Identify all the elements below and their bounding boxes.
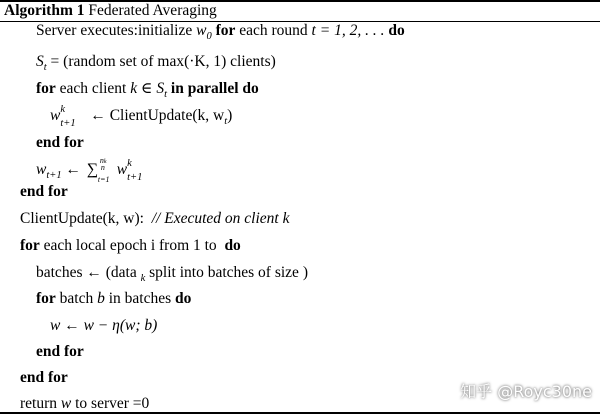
st-subscript: t: [164, 89, 168, 100]
algorithm-title: Federated Averaging: [88, 2, 217, 19]
line-end-for-inner: [36, 133, 84, 153]
line-for-each-client: [36, 79, 259, 105]
each-round-text: each round: [239, 22, 308, 39]
end-for-keyword: end for: [20, 369, 68, 386]
k-superscript: k: [60, 104, 66, 115]
end-for-keyword: end for: [36, 134, 84, 151]
line-client-update-def: [20, 209, 289, 229]
watermark: 知乎 @Royc30ne: [460, 382, 592, 401]
client-update-signature: ClientUpdate(k, w):: [20, 210, 144, 227]
sum-lower: t=1: [97, 175, 110, 184]
line-gradient-step: [50, 316, 157, 336]
each-client-text: each client: [59, 80, 127, 97]
algorithm-label: Algorithm 1: [4, 2, 85, 19]
return-keyword: return: [20, 395, 58, 412]
line-return: [20, 394, 149, 414]
sigma-glyph: ∑: [86, 161, 99, 178]
algorithm-caption: [4, 1, 217, 21]
line-client-update-call: [50, 106, 232, 132]
line-end-for-batch: [36, 342, 84, 362]
w-symbol: w: [36, 161, 47, 178]
server-executes-text: Server executes:initialize: [36, 22, 193, 39]
k-superscript: k: [127, 158, 132, 169]
t1-subscript: t+1: [127, 172, 143, 183]
line-end-for-epoch: [20, 368, 68, 388]
st-subscript: t: [43, 62, 47, 73]
k-subscript: k: [140, 273, 146, 284]
line-end-for-outer: [20, 182, 68, 202]
line-for-epoch: [20, 236, 241, 256]
for-keyword: for: [36, 80, 56, 97]
to-server-text: to server =0: [75, 395, 150, 412]
sum-n: n: [100, 163, 105, 172]
w0-symbol: w: [196, 22, 207, 39]
random-set-text: = (random set of max(·K, 1) clients): [50, 53, 276, 70]
for-keyword: for: [215, 22, 236, 39]
line-server-executes: [36, 21, 405, 47]
sum-nk-sub: k: [103, 159, 107, 165]
end-for-keyword: end for: [20, 183, 68, 200]
t1-subscript: t+1: [46, 170, 62, 181]
round-range: t = 1, 2, . . .: [311, 22, 385, 39]
b-symbol: b: [97, 290, 105, 307]
do-keyword: do: [175, 290, 192, 307]
line-for-batch: [36, 289, 191, 309]
w-symbol: w: [116, 161, 128, 178]
sum-nk: n: [99, 156, 104, 165]
w-symbol: w: [50, 107, 61, 124]
for-keyword: for: [36, 290, 56, 307]
t1-subscript: t+1: [60, 118, 76, 129]
do-keyword: do: [224, 237, 241, 254]
do-keyword: do: [388, 22, 405, 39]
line-batches: [36, 263, 308, 289]
batch-text: batch: [59, 290, 94, 307]
in-batches-text: in batches: [108, 290, 172, 307]
in-parallel-keyword: in parallel do: [170, 80, 259, 97]
w0-subscript: 0: [206, 31, 212, 42]
comment-text: // Executed on client k: [151, 210, 290, 227]
client-update-call: ← ClientUpdate(k, w: [90, 107, 225, 124]
split-text: split into batches of size ): [149, 264, 308, 281]
update-equation: w ← w − η(w; b): [50, 317, 158, 334]
for-keyword: for: [20, 237, 40, 254]
close-paren: ): [227, 107, 233, 124]
batches-assign: batches ← (data: [36, 264, 137, 281]
t-subscript: t: [224, 116, 228, 127]
st-symbol: S: [36, 53, 44, 70]
line-select-clients: [36, 52, 276, 78]
each-epoch-text: each local epoch i from 1 to: [43, 237, 217, 254]
end-for-keyword: end for: [36, 343, 84, 360]
k-in-st: k ∈ S: [130, 80, 165, 97]
sum-operator: [85, 156, 113, 184]
w-symbol: w: [60, 395, 72, 412]
assign-arrow: ←: [65, 161, 81, 178]
